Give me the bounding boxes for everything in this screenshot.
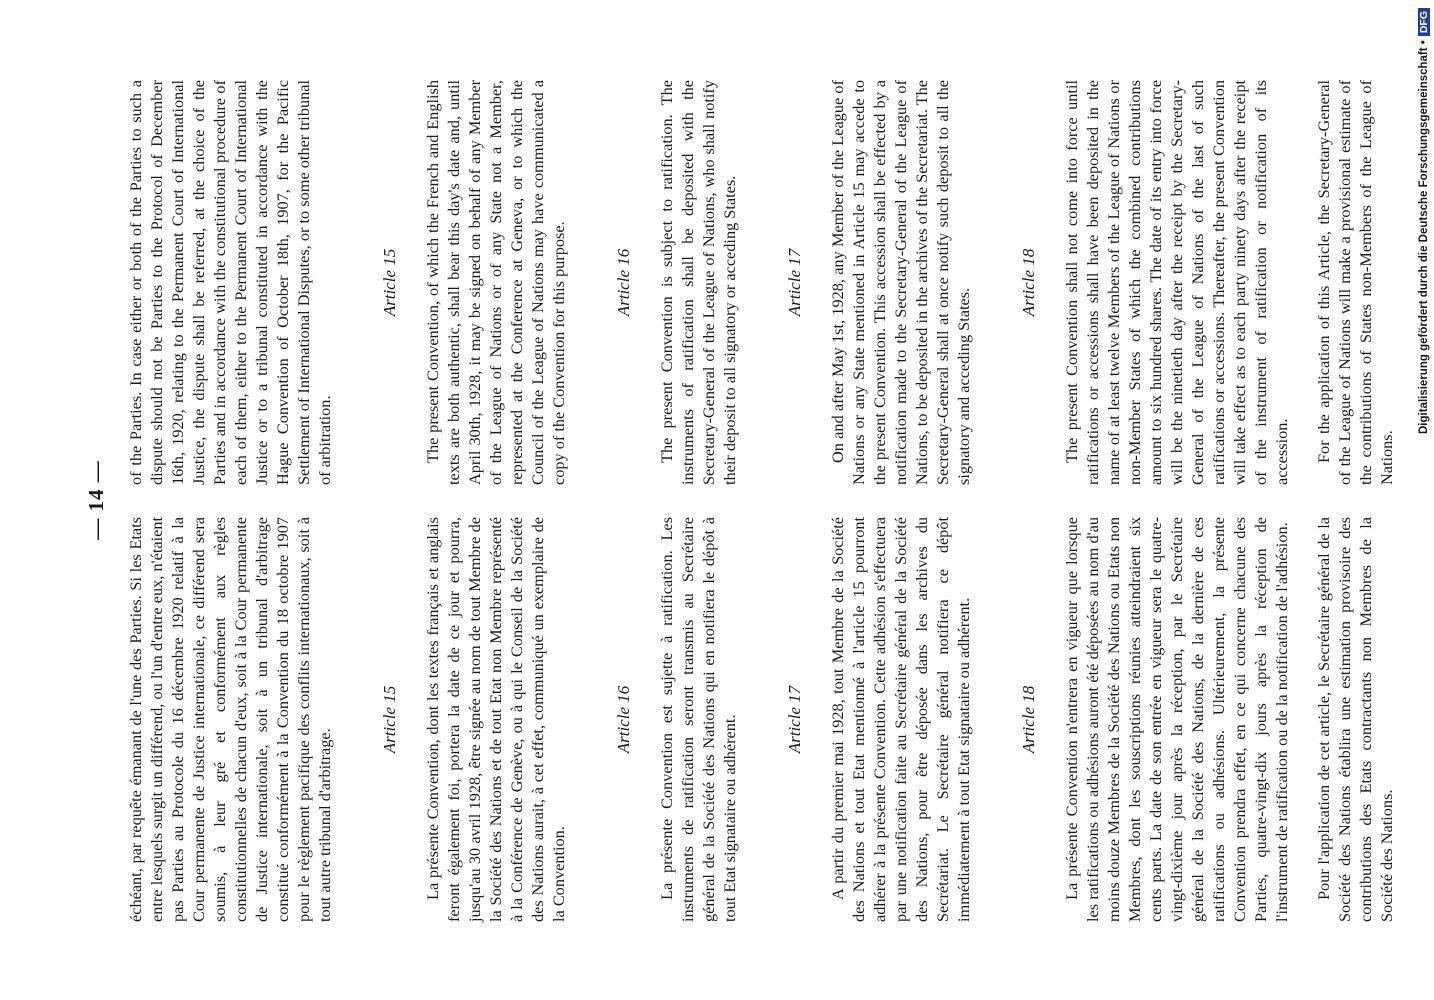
fr-article-16-text: La présente Convention est sujette à ratification. Les instruments de ratification seront transmis au Secrétaire général de la Société des Nations qui en notifiera le dépôt à tout Etat signataire ou adhérent. [657, 517, 739, 922]
fr-article-15-text: La présente Convention, dont les textes français et anglais feront également foi, portera la date de ce jour et pourra, jusqu'au 30 avril 1928, être signée au nom de tout Membre de la Société des Nations et de tout Etat non Membre représenté à la Conférence de Genève, ou à qui le Conseil de la Société des Nations aurait, à cet effet, communiqué un exemplaire de la Convention. [423, 517, 568, 922]
en-article-18-text: The present Convention shall not come into force until ratifications or accessions shall have been deposited in the name of at least twelve Members of the League of Nations or non-Member States of which the combined contributions amount to six hundred shares. The date of its entry into force will be the ninetieth day after the receipt by the Secretary-General of the League of Nations of the last of such ratifications or accessions. Thereafter, the present Convention will take effect as to each party ninety days after the receipt of the instrument of ratification or notification of its accession. [1062, 80, 1291, 485]
en-intro-paragraph: of the Parties. In case either or both of the Parties to such a dispute should not be Parties to the Protocol of December 16th, 1920, relating to the Permanent Court of International Justice, the dispute shall be referred, at the choice of the Parties and in accordance with the constitutional procedure of each of them, either to the Permanent Court of International Justice or to a tribunal constituted in accordance with the Hague Convention of October 18th, 1907, for the Pacific Settlement of International Disputes, or to some other tribunal of arbitration. [126, 80, 334, 485]
en-article-17-heading: Article 17 [785, 248, 804, 317]
fr-intro-paragraph: échéant, par requête émanant de l'une des Parties. Si les Etats entre lesquels surgit un différend, ou l'un d'entre eux, n'étaient pas Parties au Protocole du 16 décembre 1920 relatif à la Cour permanente de Justice internationale, ce différend sera soumis, à leur gré et conformément aux règles constitutionnelles de chacun d'eux, soit à la Cour permanente de Justice internationale, soit à un tribunal d'arbitrage constitué conformément à la Convention du 18 octobre 1907 pour le règlement pacifique des conflits internationaux, soit à tout autre tribunal d'arbitrage. [126, 517, 334, 922]
english-column [125, 80, 1397, 485]
en-article-18-text-2: For the application of this Article, the Secretary-General of the League of Nations will make a provisional estimate of the contributions of States non-Members of the League of Nations. [1314, 80, 1396, 485]
french-column [125, 517, 1397, 922]
en-article-16-heading: Article 16 [614, 248, 633, 317]
en-article-17-text: On and after May 1st, 1928, any Member of the League of Nations or any State mentioned in Article 15 may accede to the present Convention. This accession shall be effected by a notification made to the Secretary-General of the League of Nations, to be deposited in the archives of the Secretariat. The Secretary-General shall at once notify such deposit to all the signatory and acceding States. [828, 80, 973, 485]
en-article-15-text: The present Convention, of which the French and English texts are both authentic, shall bear this day's date and, until April 30th, 1928, it may be signed on behalf of any Member of the League of Nations or of any State not a Member, represented at the Conference at Geneva, or to which the Council of the League of Nations may have communicated a copy of the Convention for this purpose. [423, 80, 568, 485]
fr-article-17-heading: Article 17 [785, 685, 804, 754]
fr-article-16-heading: Article 16 [614, 685, 633, 754]
dfg-logo: DFG [1418, 8, 1430, 36]
digitization-note-text: Digitalisierung gefördert durch die Deutsche Forschungsgemeinschaft • [1418, 40, 1430, 434]
fr-article-15-heading: Article 15 [380, 685, 399, 754]
en-article-16-text: The present Convention is subject to ratification. The instruments of ratification shall be deposited with the Secretary-General of the League of Nations, who shall notify their deposit to all signatory or acceding States. [657, 80, 739, 485]
fr-article-18-heading: Article 18 [1019, 685, 1038, 754]
digitization-note [1418, 0, 1430, 1000]
en-article-18-heading: Article 18 [1019, 248, 1038, 317]
fr-article-18-text: La présente Convention n'entrera en vigueur que lorsque les ratifications ou adhésions auront été déposées au nom d'au moins douze Membres de la Société des Nations ou Etats non Membres, dont les souscriptions réunies atteindraient six cents parts. La date de son entrée en vigueur sera le quatre-vingt-dixième jour après la réception, par le Secrétaire général de la Société des Nations, de la dernière de ces ratifications ou adhésions. Ultérieurement, la présente Convention prendra effet, en ce qui concerne chacune des Parties, quatre-vingt-dix jours après la réception de l'instrument de ratification ou de la notification de l'adhésion. [1062, 517, 1291, 922]
en-article-15-heading: Article 15 [380, 248, 399, 317]
page-number: — 14 — [84, 460, 108, 540]
fr-article-17-text: A partir du premier mai 1928, tout Membre de la Société des Nations et tout Etat mentionné à l'article 15 pourront adhérer à la présente Convention. Cette adhésion s'effectuera par une notification faite au Secrétaire général de la Société des Nations, pour être déposée dans les archives du Secrétariat. Le Secrétaire général notifiera ce dépôt immédiatement à tout Etat signataire ou adhérent. [828, 517, 973, 922]
fr-article-18-text-2: Pour l'application de cet article, le Secrétaire général de la Société des Nations établira une estimation provisoire des contributions des Etats contractants non Membres de la Société des Nations. [1314, 517, 1396, 922]
